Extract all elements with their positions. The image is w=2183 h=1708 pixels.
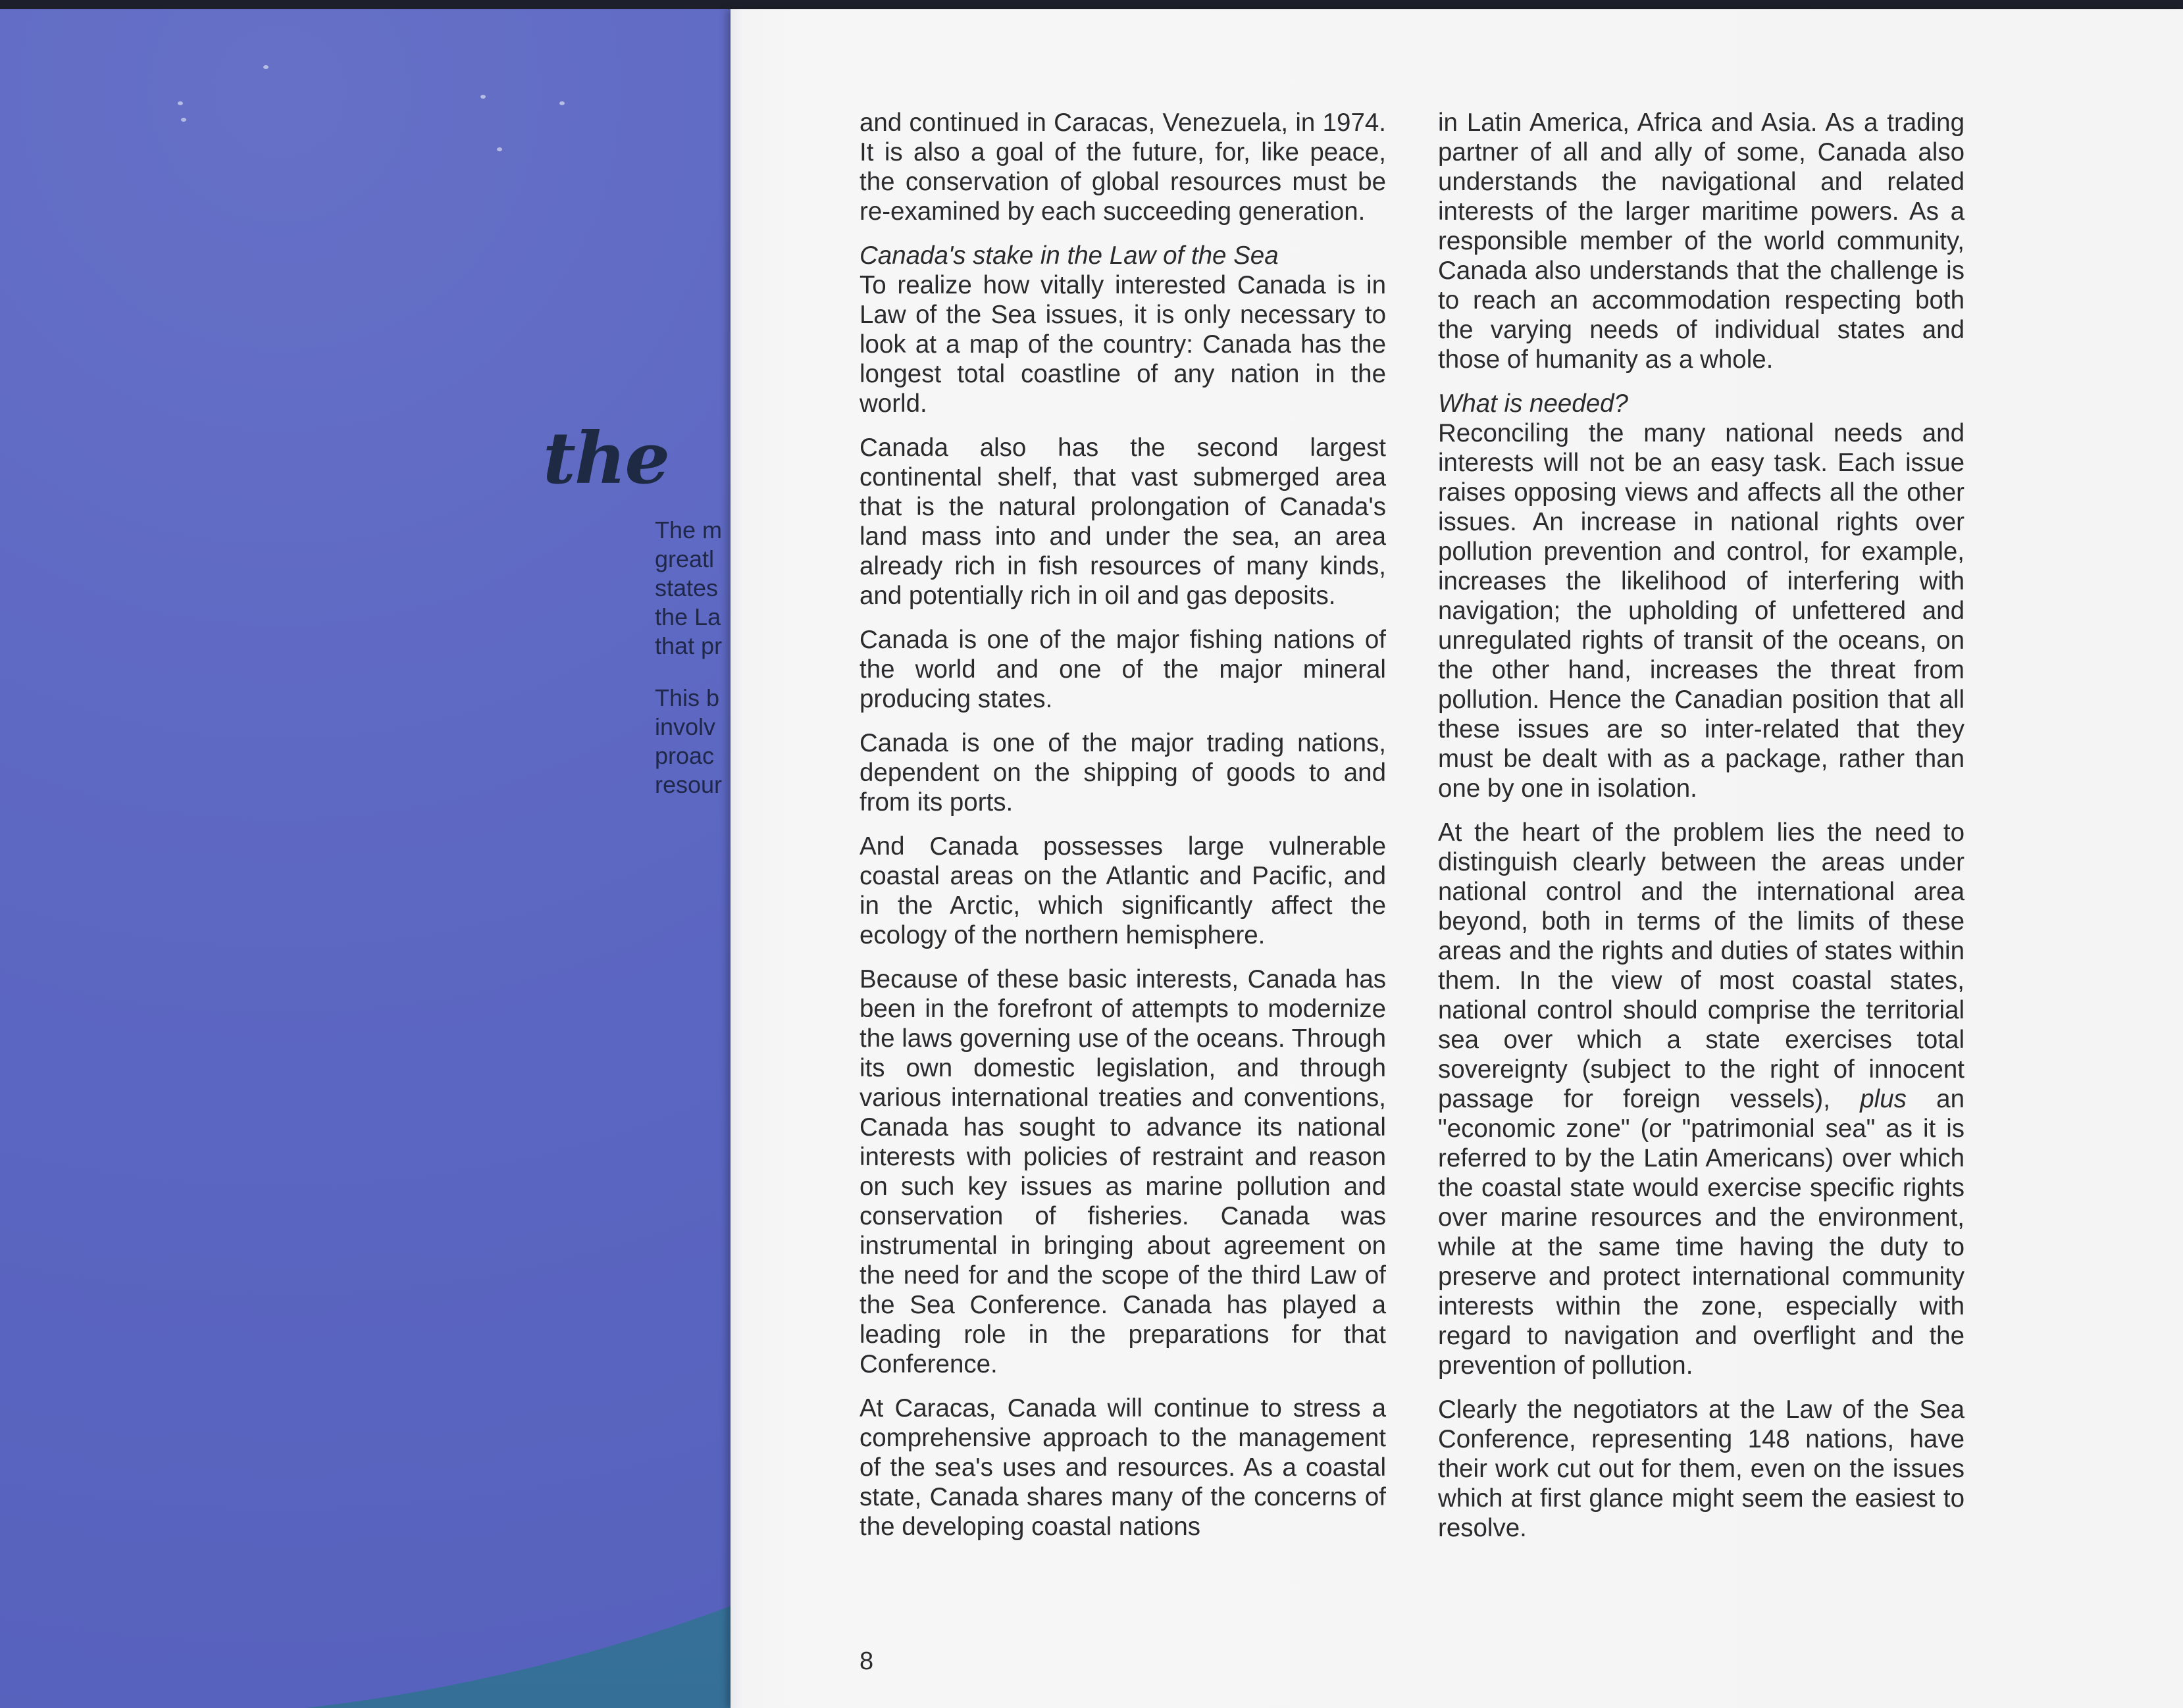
cover-speck: [497, 147, 502, 151]
page-number: 8: [860, 1647, 874, 1675]
section-heading: What is needed?: [1438, 389, 1628, 418]
section-heading: Canada's stake in the Law of the Sea: [860, 241, 1279, 270]
cover-paragraph: This b involv proac resour: [655, 684, 723, 798]
emphasis-text: plus: [1860, 1085, 1907, 1113]
paragraph-text: an "economic zone" (or "patrimonial sea" as it is referred to by the Latin Americans) over which the coastal state would exercise specific rights over marine resources and the environment, while at the same time having the duty to preserve and protect international community interests within the zone, especially with regard to navigation and overflight and the prevention of pollution.: [1438, 1085, 1965, 1380]
document-page: [731, 9, 2183, 1708]
cover-speck: [480, 95, 486, 99]
paragraph: At Caracas, Canada will continue to stress a comprehensive approach to the management of the sea's uses and resources. As a coastal state, Canada shares many of the concerns of the developing coastal nations: [860, 1394, 1386, 1541]
text-column-left: [860, 108, 1386, 1556]
text-column-right: [1438, 108, 1965, 1557]
paragraph: Canada also has the second largest continental shelf, that vast submerged area that is the natural prolongation of Canada's land mass into and under the sea, an area already rich in fish resources of many kinds, and potentially rich in oil and gas deposits.: [860, 434, 1386, 610]
paragraph: in Latin America, Africa and Asia. As a trading partner of all and ally of some, Canada also understands the navigational and related interests of the larger maritime powers. As a responsible member of the world community, Canada also understands that the challenge is to reach an accommodation respecting both the varying needs of individual states and those of humanity as a whole.: [1438, 109, 1965, 374]
paragraph-text: At the heart of the problem lies the need to distinguish clearly between the areas under national control and the international area beyond, both in terms of the limits of these areas and the rights and duties of states within them. In the view of most coastal states, national control should comprise the territorial sea over which a state exercises total sovereignty (subject to the right of innocent passage for foreign vessels),: [1438, 818, 1965, 1113]
cover-paragraph: The m greatl states the La that pr: [655, 516, 723, 659]
cover-speck: [559, 101, 565, 105]
paragraph: Canada is one of the major trading nations, dependent on the shipping of goods to and from its ports.: [860, 729, 1386, 816]
cover-panel: [0, 9, 731, 1708]
paragraph: And Canada possesses large vulnerable coastal areas on the Atlantic and Pacific, and in the Arctic, which significantly affect the ecology of the northern hemisphere.: [860, 832, 1386, 949]
paragraph: Reconciling the many national needs and interests will not be an easy task. Each issue raises opposing views and affects all the other issues. An increase in national rights over pollution prevention and control, for example, increases the likelihood of interfering with navigation; the upholding of unfettered and unregulated rights of transit of the oceans, on the other hand, increases the threat from pollution. Hence the Canadian position that all these issues are so inter-related that they must be dealt with as a package, rather than one by one in isolation.: [1438, 419, 1965, 803]
paragraph: Because of these basic interests, Canada has been in the forefront of attempts to modernize the laws governing use of the oceans. Through its own domestic legislation, and through various international treaties and conventions, Canada has sought to advance its national interests with policies of restraint and reason on such key issues as marine pollution and conservation of fisheries. Canada was instrumental in bringing about agreement on the need for and the scope of the third Law of the Sea Conference. Canada has played a leading role in the preparations for that Conference.: [860, 965, 1386, 1378]
cover-speck: [178, 101, 183, 105]
paragraph: and continued in Caracas, Venezuela, in 1974. It is also a goal of the future, for, like peace, the conservation of global resources must be re-examined by each succeeding generation.: [860, 109, 1386, 226]
cover-speck: [181, 118, 186, 122]
paragraph: To realize how vitally interested Canada is in Law of the Sea issues, it is only necessary to look at a map of the country: Canada has the longest total coastline of any nation in the world.: [860, 271, 1386, 418]
cover-title: the: [543, 417, 669, 500]
paragraph: Canada is one of the major fishing nations of the world and one of the major mineral producing states.: [860, 626, 1386, 713]
paragraph: Clearly the negotiators at the Law of the Sea Conference, representing 148 nations, have their work cut out for them, even on the issues which at first glance might seem the easiest to resolve.: [1438, 1395, 1965, 1542]
cover-speck: [263, 65, 269, 69]
paragraph: [1438, 818, 1965, 1380]
cover-disc-graphic: [0, 9, 731, 1708]
